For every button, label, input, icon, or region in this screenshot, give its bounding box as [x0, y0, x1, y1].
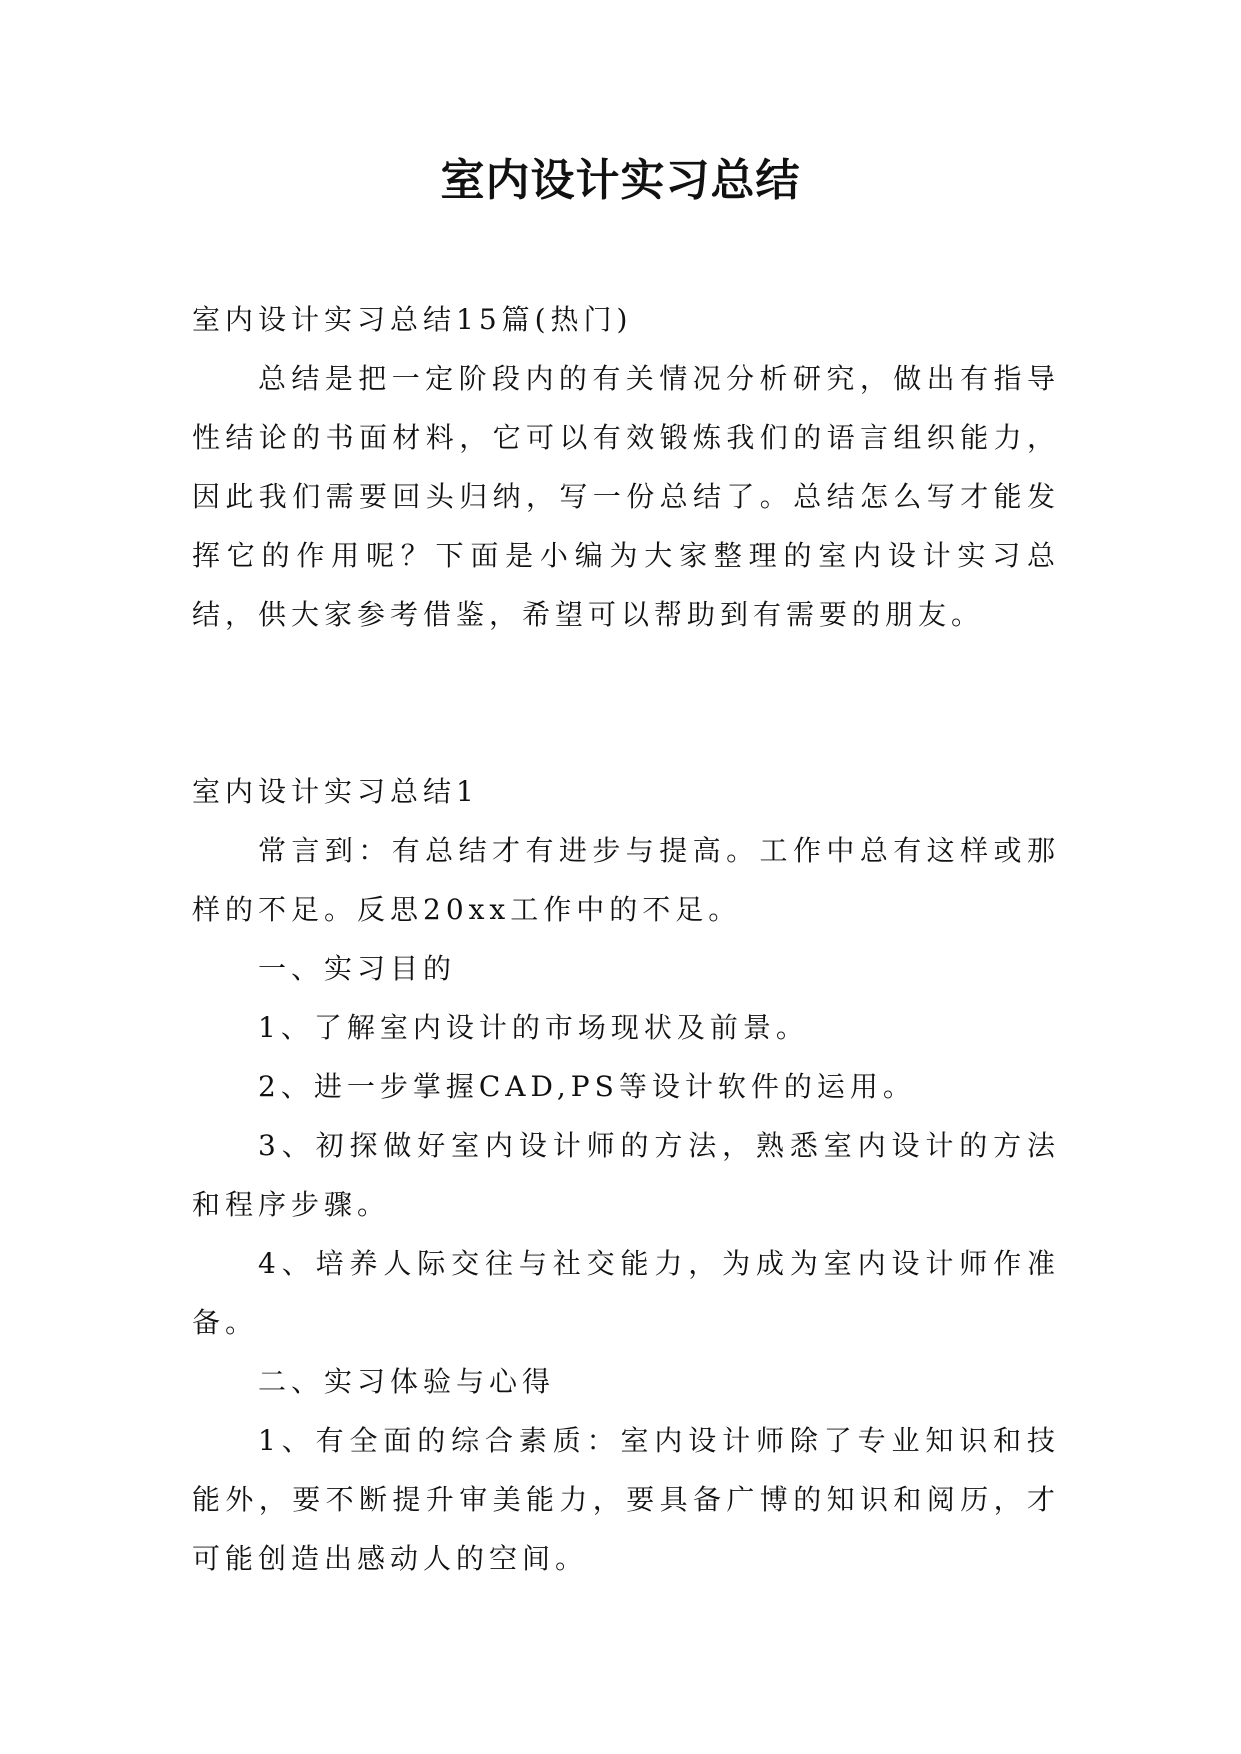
- purpose-item-1: 1、了解室内设计的市场现状及前景。: [258, 1011, 809, 1044]
- section-heading: 室内设计实习总结1: [192, 775, 479, 808]
- paragraph-quote: 常言到：有总结才有进步与提高。工作中总有这样或那样的不足。反思20xx工作中的不足。: [192, 834, 1060, 926]
- intro-paragraph: 总结是把一定阶段内的有关情况分析研究，做出有指导性结论的书面材料，它可以有效锻炼我们的语言组织能力，因此我们需要回头归纳，写一份总结了。总结怎么写才能发挥它的作用呢？下面是小编为大家整理的室内设计实习总结，供大家参考借鉴，希望可以帮助到有需要的朋友。: [192, 362, 1060, 631]
- heading-internship-purpose: 一、实习目的: [258, 952, 457, 985]
- purpose-item-2: 2、进一步掌握CAD,PS等设计软件的运用。: [258, 1070, 916, 1103]
- experience-item-1: 1、有全面的综合素质：室内设计师除了专业知识和技能外，要不断提升审美能力，要具备广博的知识和阅历，才可能创造出感动人的空间。: [192, 1424, 1060, 1575]
- purpose-item-3: 3、初探做好室内设计师的方法，熟悉室内设计的方法和程序步骤。: [192, 1129, 1060, 1221]
- heading-experience: 二、实习体验与心得: [258, 1365, 556, 1398]
- section-spacer: [192, 644, 1060, 762]
- purpose-item-4: 4、培养人际交往与社交能力，为成为室内设计师作准备。: [192, 1247, 1060, 1339]
- document-body: [192, 290, 1060, 1588]
- document-subtitle: 室内设计实习总结15篇(热门): [192, 303, 633, 336]
- document-title: 室内设计实习总结: [440, 155, 801, 206]
